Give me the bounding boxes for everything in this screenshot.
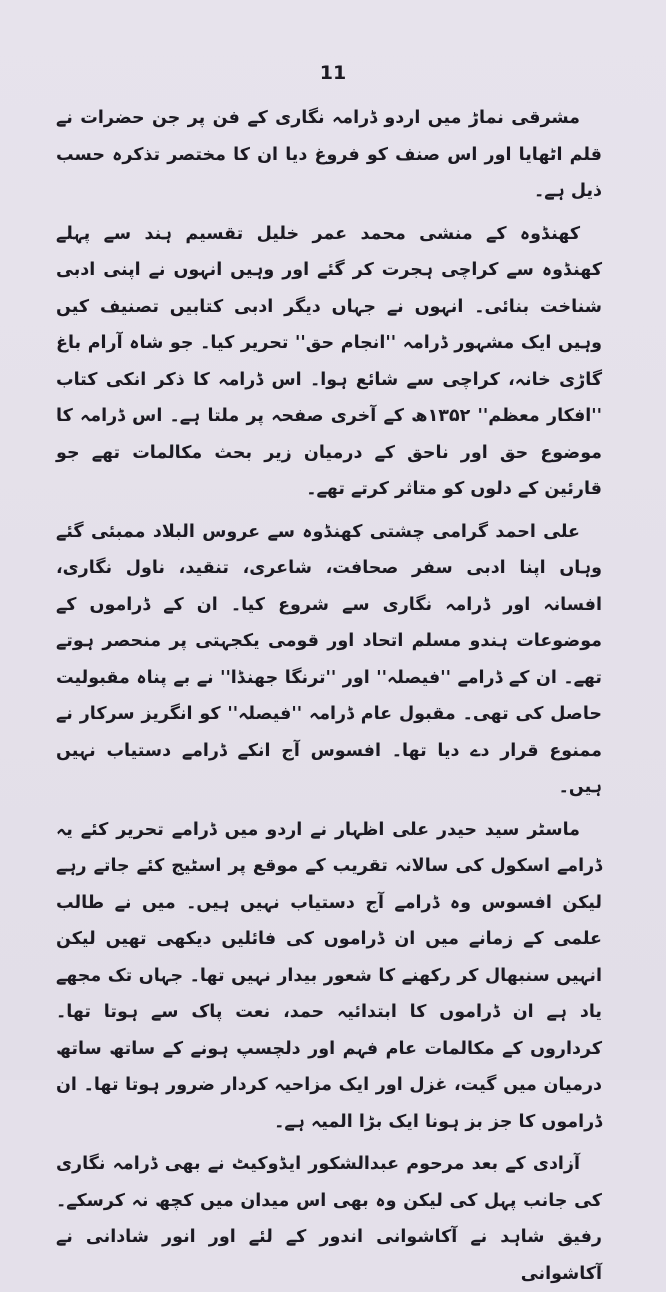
- paragraph-omar-khalil: کھنڈوہ کے منشی محمد عمر خلیل تقسیم ہند سے پہلے کھنڈوہ سے کراچی ہجرت کر گئے اور وہیں انہوں نے اپنی ادبی شناخت بنائی۔ انہوں نے جہاں دیگر ادبی کتابیں تصنیف کیں وہیں ایک مشہور ڈرامہ ''انجام حق'' تحریر کیا۔ جو شاہ آرام باغ گاڑی خانہ، کراچی سے شائع ہوا۔ اس ڈرامہ کا ذکر انکی کتاب ''افکار معظم'' ۱۳۵۲ھ کے آخری صفحہ پر ملتا ہے۔ اس ڈرامہ کا موضوع حق اور ناحق کے درمیان زیر بحث مکالمات تھے جو قارئین کے دلوں کو متاثر کرتے تھے۔: [56, 223, 602, 499]
- page-number: 11: [319, 62, 347, 84]
- paragraph-haider-ali-izhar: ماسٹر سید حیدر علی اظہار نے اردو میں ڈرامے تحریر کئے یہ ڈرامے اسکول کی سالانہ تقریب کے موقع پر اسٹیج کئے جاتے رہے لیکن افسوس وہ ڈرامے آج دستیاب نہیں ہیں۔ میں نے طالب علمی کے زمانے میں ان ڈراموں کی فائلیں دیکھی تھیں لیکن انہیں سنبھال کر رکھنے کا شعور بیدار نہیں تھا۔ جہاں تک مجھے یاد ہے ان ڈراموں کا ابتدائیہ حمد، نعت پاک سے ہوتا تھا۔ کرداروں کے مکالمات عام فہم اور دلچسپ ہونے کے ساتھ ساتھ درمیان میں گیت، غزل اور ایک مزاحیہ کردار ضرور ہوتا تھا۔ ان ڈراموں کا جز بز ہونا ایک بڑا المیہ ہے۔: [56, 819, 602, 1132]
- paragraph-intro: مشرقی نماڑ میں اردو ڈرامہ نگاری کے فن پر جن حضرات نے قلم اٹھایا اور اس صنف کو فروغ دیا ان کا مختصر تذکرہ حسب ذیل ہے۔: [56, 108, 602, 201]
- paragraph-after-independence: آزادی کے بعد مرحوم عبدالشکور ایڈوکیٹ نے بھی ڈرامہ نگاری کی جانب پہل کی لیکن وہ بھی اس میدان میں کچھ نہ کرسکے۔ رفیق شاہد نے آکاشوانی اندور کے لئے اور انور شادانی نے آکاشوانی: [56, 1154, 602, 1284]
- body-text: [56, 100, 602, 1292]
- paragraph-ali-ahmad-grami: علی احمد گرامی چشتی کھنڈوہ سے عروس البلاد ممبئی گئے وہاں اپنا ادبی سفر صحافت، شاعری، تنقید، ناول نگاری، افسانہ اور ڈرامہ نگاری سے شروع کیا۔ ان کے ڈراموں کے موضوعات ہندو مسلم اتحاد اور قومی یکجہتی پر منحصر ہوتے تھے۔ ان کے ڈرامے ''فیصلہ'' اور ''ترنگا جھنڈا'' نے بے پناہ مقبولیت حاصل کی تھی۔ مقبول عام ڈرامہ ''فیصلہ'' کو انگریز سرکار نے ممنوع قرار دے دیا تھا۔ افسوس آج انکے ڈرامے دستیاب نہیں ہیں۔: [56, 521, 602, 797]
